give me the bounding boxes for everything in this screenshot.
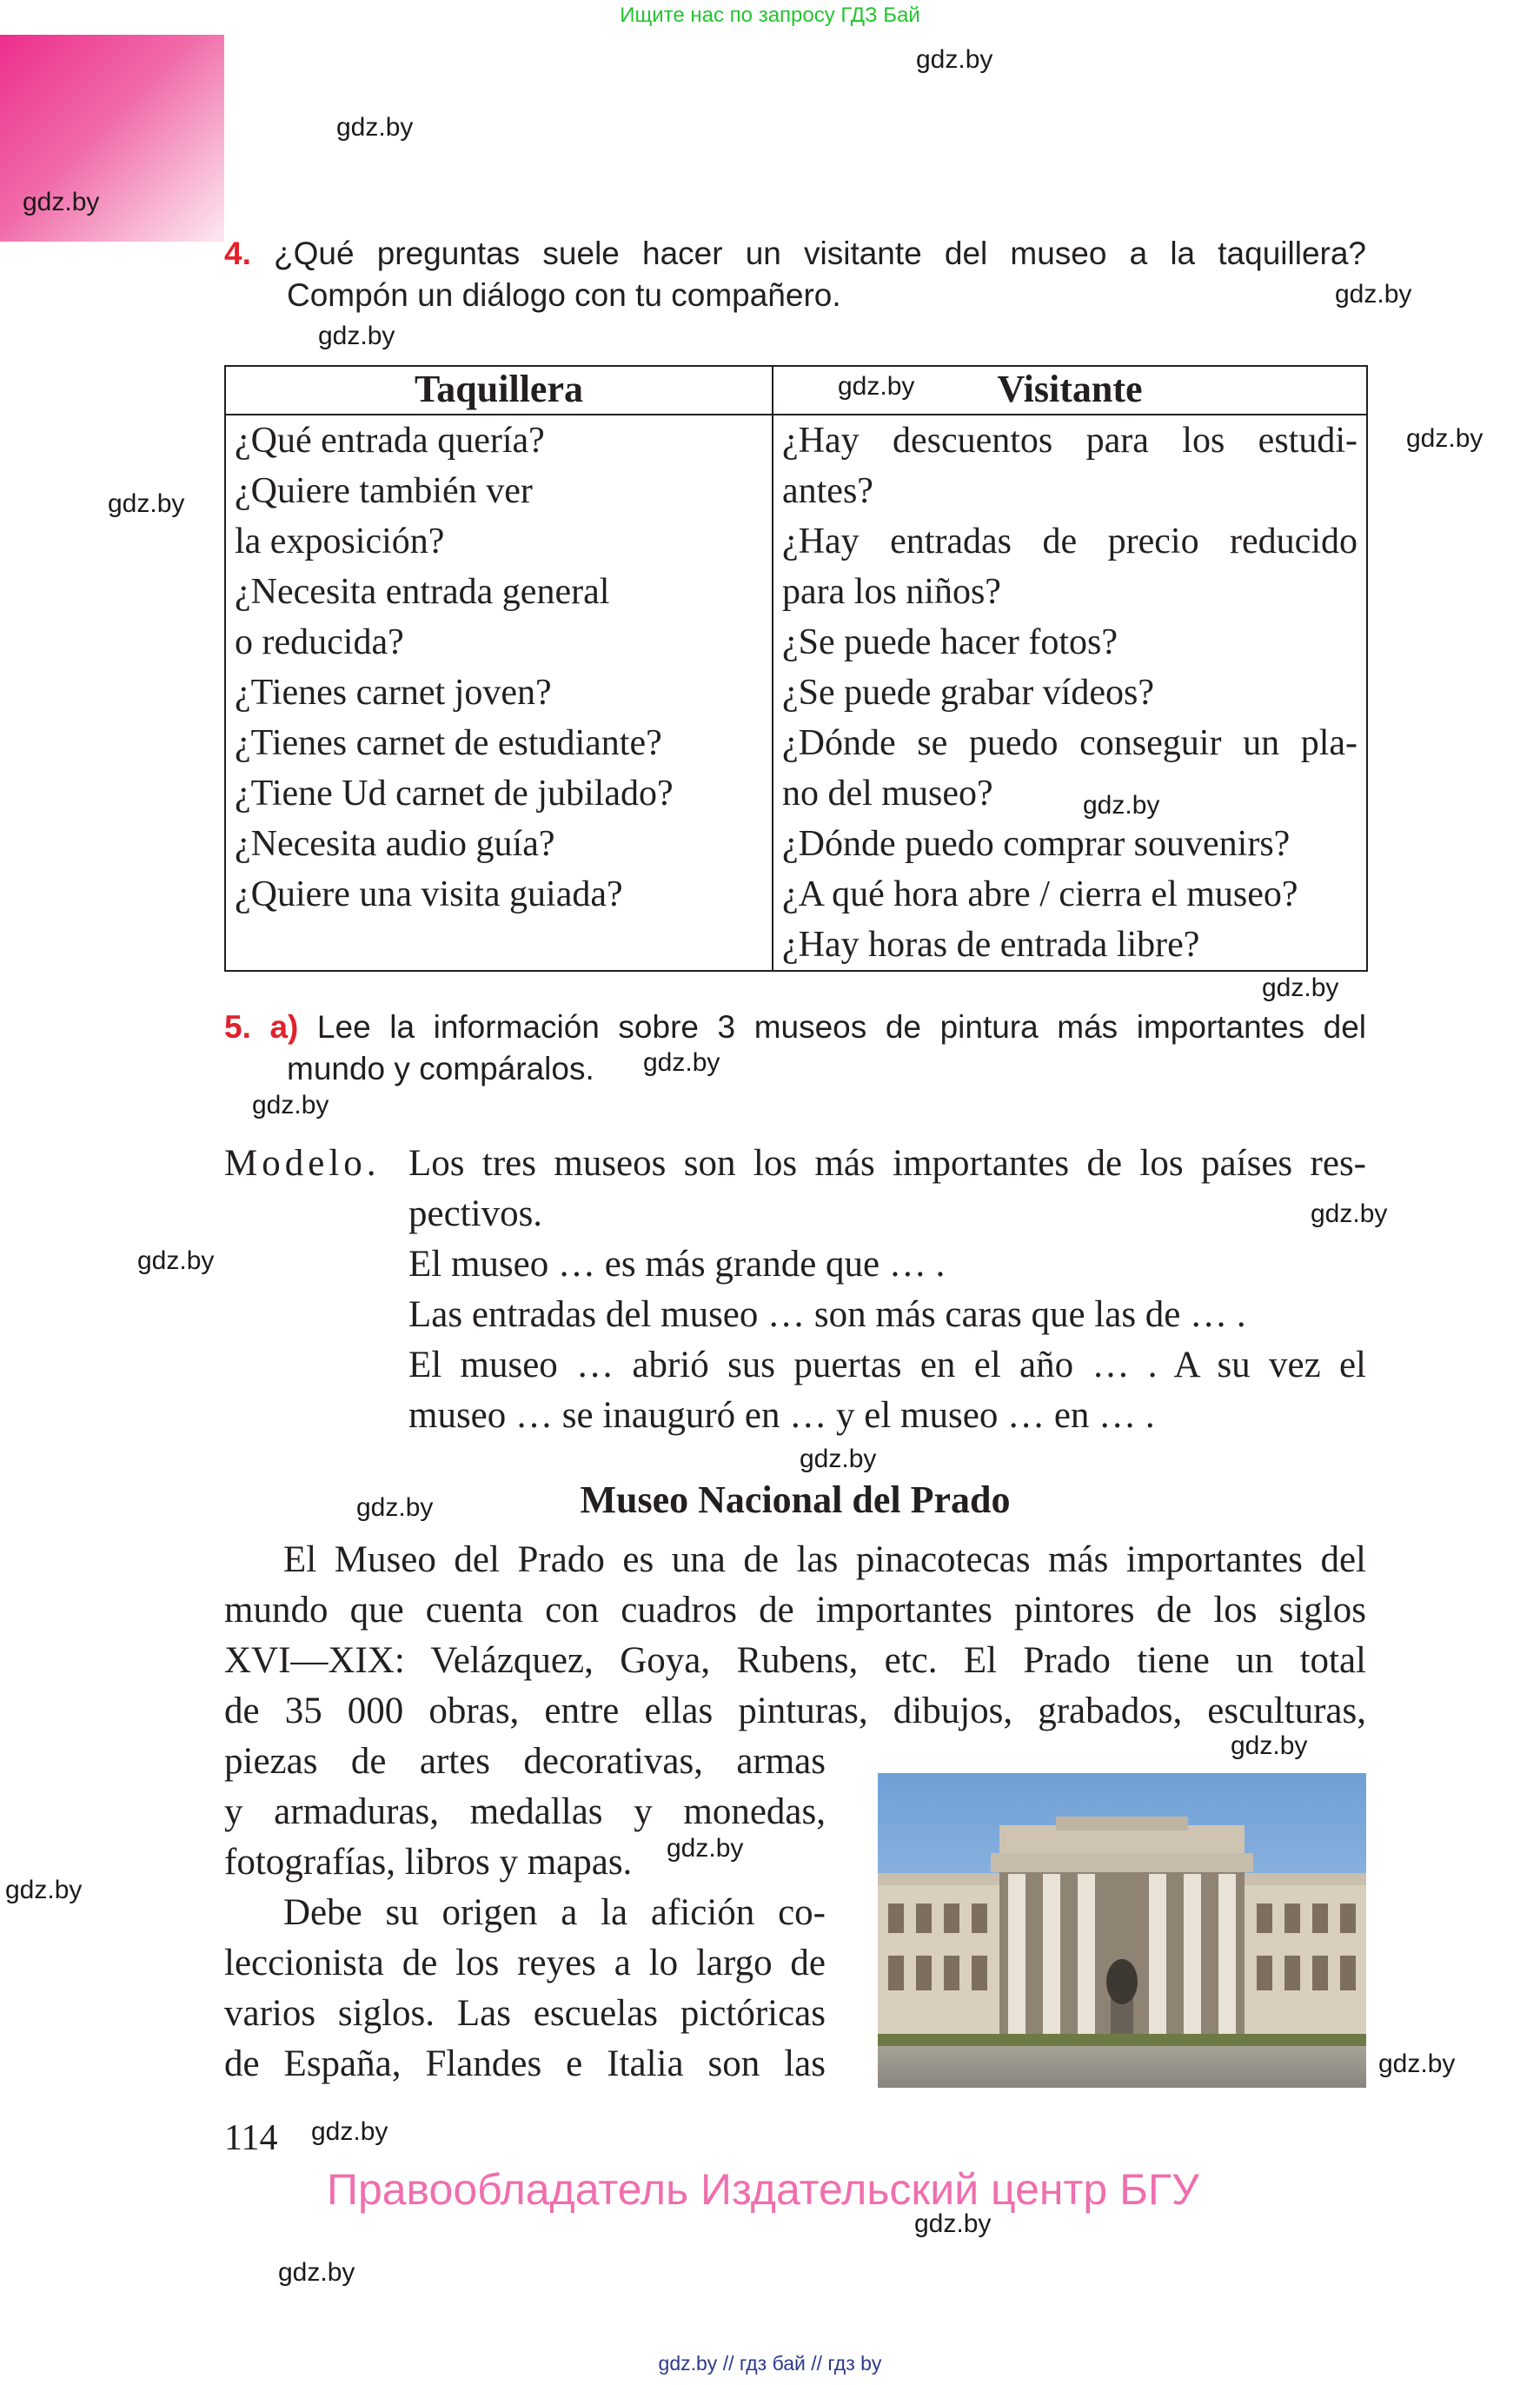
watermark: gdz.by [23, 188, 100, 216]
table-line: la exposición? [235, 522, 445, 561]
exercise-number: 5. [224, 1009, 251, 1045]
paragraph-line: leccionista de los reyes a lo largo de [224, 1943, 826, 1983]
table-line: ¿Tienes carnet joven? [235, 673, 552, 713]
bottom-links[interactable]: gdz.by // гдз бай // гдз by [658, 2352, 882, 2375]
column-header-visitante: Visitante [773, 366, 1367, 415]
watermark: gdz.by [1311, 1199, 1388, 1228]
table-line: no del museo? [782, 774, 993, 814]
watermark: gdz.by [356, 1493, 434, 1522]
table-line: ¿Necesita audio guía? [235, 824, 555, 864]
watermark: gdz.by [1083, 791, 1160, 820]
watermark: gdz.by [1406, 424, 1484, 453]
exercise-4-line2: Compón un diálogo con tu compañero. [287, 277, 841, 313]
table-line: antes? [782, 471, 873, 511]
table-line: ¿Quiere también ver [235, 471, 533, 511]
modelo-label: Modelo. [224, 1143, 381, 1184]
paragraph-line: mundo que cuenta con cuadros de importantes pintores de los siglos [224, 1590, 1366, 1631]
watermark: gdz.by [1231, 1731, 1308, 1760]
paragraph-1-continued [224, 1737, 826, 1888]
modelo-line: museo … se inauguró en … y el museo … en … . [408, 1395, 1155, 1436]
paragraph-line: piezas de artes decorativas, armas [224, 1741, 826, 1782]
exercise-5-line1: 5. a) Lee la información sobre 3 museos de pintura más importantes del [224, 1009, 1367, 1045]
prado-museum-photo [878, 1773, 1366, 2088]
paragraph-line: y armaduras, medallas y monedas, [224, 1791, 826, 1832]
watermark: gdz.by [318, 322, 395, 350]
table-line: ¿Hay entradas de precio reducido [782, 522, 1357, 561]
table-line: para los niños? [782, 572, 1001, 612]
table-header-row [225, 366, 1367, 415]
watermark: gdz.by [800, 1445, 877, 1473]
watermark: gdz.by [914, 2209, 992, 2238]
table-row [225, 415, 1367, 971]
publisher-footer: Правообладатель Издательский центр БГУ [327, 2165, 1199, 2214]
watermark: gdz.by [838, 372, 915, 401]
watermark: gdz.by [252, 1091, 329, 1119]
table-line: o reducida? [235, 622, 404, 662]
table-line: ¿Quiere una visita guiada? [235, 874, 623, 914]
column-header-taquillera: Taquillera [225, 366, 773, 415]
watermark: gdz.by [278, 2258, 355, 2287]
table-line: ¿Necesita entrada general [235, 572, 610, 612]
page-number: 114 [224, 2118, 278, 2158]
table-line: ¿Hay horas de entrada libre? [782, 925, 1200, 965]
watermark: gdz.by [667, 1834, 744, 1863]
top-banner[interactable]: Ищите нас по запросу ГДЗ Бай [620, 3, 920, 27]
dialogue-table [224, 365, 1368, 972]
paragraph-line: XVI—XIX: Velázquez, Goya, Rubens, etc. El Prado tiene un total [224, 1640, 1366, 1681]
watermark: gdz.by [108, 489, 185, 518]
paragraph-line: El Museo del Prado es una de las pinacotecas más importantes del [283, 1539, 1366, 1580]
paragraph-2 [224, 1888, 826, 2089]
watermark: gdz.by [137, 1246, 215, 1275]
watermark: gdz.by [1378, 2050, 1456, 2078]
paragraph-line: de España, Flandes e Italia son las [224, 2043, 826, 2084]
exercise-5-line2: mundo y compáralos. [287, 1051, 594, 1086]
exercise-5 [224, 1006, 1366, 1090]
taquillera-cell [225, 415, 773, 971]
watermark: gdz.by [311, 2117, 388, 2146]
table-line: ¿Tiene Ud carnet de jubilado? [235, 774, 674, 814]
modelo-line: pectivos. [408, 1193, 543, 1234]
watermark: gdz.by [916, 45, 993, 74]
table-line: ¿Hay descuentos para los estudi- [782, 421, 1357, 461]
visitante-cell [773, 415, 1367, 971]
modelo-line: Las entradas del museo … son más caras que las de … . [408, 1294, 1246, 1335]
exercise-part: a) [269, 1009, 299, 1045]
table-line: ¿Qué entrada quería? [235, 421, 545, 461]
exercise-4-line1: 4. ¿Qué preguntas suele hacer un visitante del museo a la taquillera? [224, 236, 1366, 271]
table-line: ¿A qué hora abre / cierra el museo? [782, 874, 1298, 914]
table-line: ¿Se puede hacer fotos? [782, 622, 1118, 662]
watermark: gdz.by [1335, 280, 1412, 309]
table-line: ¿Tienes carnet de estudiante? [235, 723, 662, 763]
watermark: gdz.by [336, 113, 414, 142]
watermark: gdz.by [1262, 973, 1339, 1002]
paragraph-line: Debe su origen a la afición co- [283, 1892, 826, 1933]
exercise-number: 4. [224, 236, 251, 271]
paragraph-line: varios siglos. Las escuelas pictóricas [224, 1993, 826, 2034]
modelo-line: El museo … es más grande que … . [408, 1244, 946, 1285]
watermark: gdz.by [5, 1876, 83, 1904]
exercise-4 [224, 233, 1366, 316]
modelo-line: Los tres museos son los más importantes de los países res- [408, 1143, 1366, 1184]
watermark: gdz.by [643, 1048, 720, 1077]
table-line: ¿Dónde puedo comprar souvenirs? [782, 824, 1291, 864]
table-line: ¿Se puede grabar vídeos? [782, 673, 1154, 713]
paragraph-line: fotografías, libros y mapas. [224, 1842, 633, 1883]
paragraph-1 [224, 1535, 1366, 1737]
table-line: ¿Dónde se puedo conseguir un pla- [782, 723, 1357, 763]
modelo-text [408, 1139, 1366, 1441]
section-title: Museo Nacional del Prado [580, 1478, 1011, 1521]
paragraph-line: de 35 000 obras, entre ellas pinturas, dibujos, grabados, esculturas, [224, 1691, 1366, 1731]
modelo-line: El museo … abrió sus puertas en el año … . A su vez el [408, 1345, 1366, 1385]
